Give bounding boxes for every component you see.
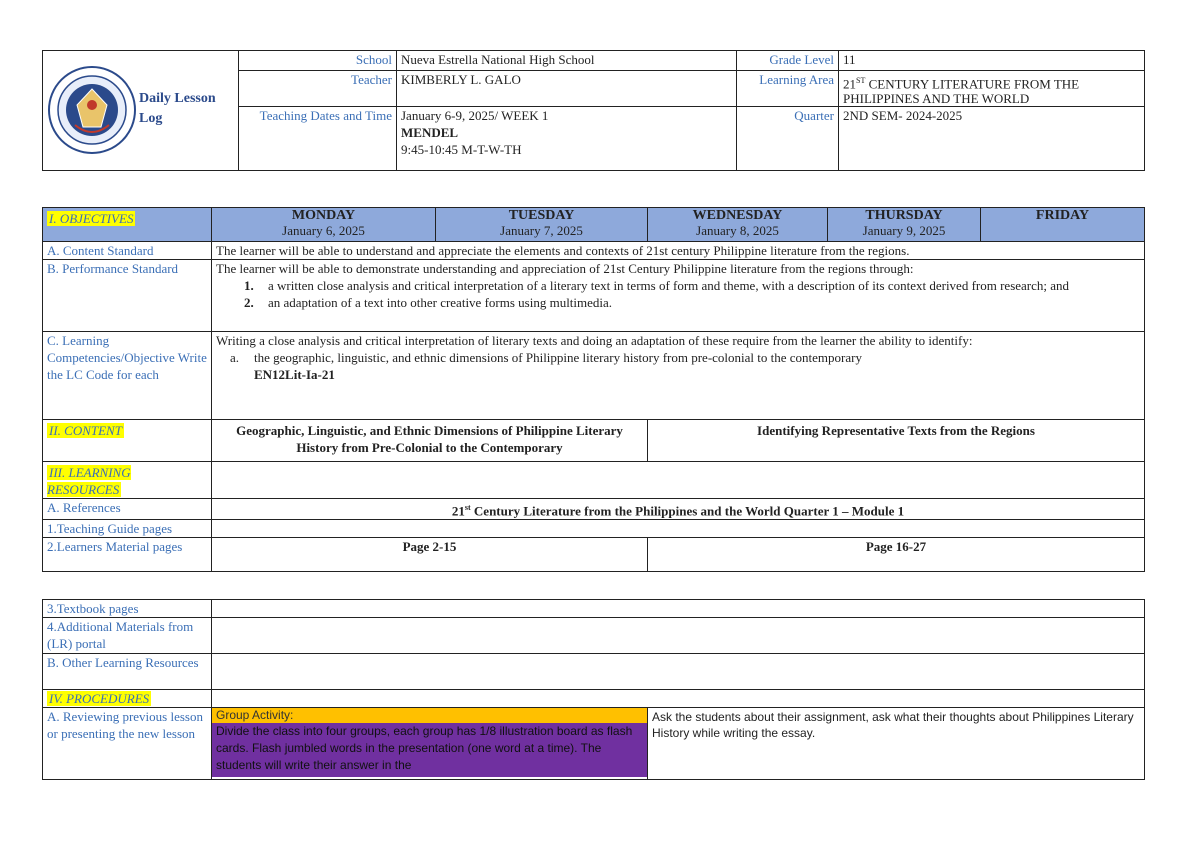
group-activity-title: Group Activity: [212, 708, 647, 723]
area-label: Learning Area [737, 71, 839, 107]
performance-item-2: 2. an adaptation of a text into other creative forms using multimedia. [244, 295, 613, 310]
procedures-cell [212, 690, 1145, 708]
logo-cell [43, 51, 239, 171]
learners-material-label: 2.Learners Material pages [43, 538, 212, 572]
group-activity-body: Divide the class into four groups, each group has 1/8 illustration board as flash cards. Flash jumbled words in the presentation (one word at a time). The students will write their answer in the [212, 723, 647, 777]
teacher-label: Teacher [239, 71, 397, 107]
area-sup: ST [856, 76, 866, 85]
lesson-table [42, 207, 1145, 572]
day-thursday: THURSDAY January 9, 2025 [828, 208, 981, 242]
quarter-label: Quarter [737, 107, 839, 171]
content-mon-tue: Geographic, Linguistic, and Ethnic Dimensions of Philippine Literary History from Pre-Colonial to the Contemporary [212, 420, 648, 462]
deped-seal-icon [47, 65, 137, 155]
area-pre: 21 [843, 76, 856, 92]
grade-value: 11 [839, 51, 1145, 71]
header-table [42, 50, 1145, 171]
references-label: A. References [43, 499, 212, 520]
performance-standard-intro: The learner will be able to demonstrate understanding and appreciation of 21st Century Philippine literature from the regions through: [216, 261, 914, 276]
review-mon-tue [212, 708, 648, 780]
dates-text: January 6-9, 2025/ WEEK 1 [401, 108, 549, 124]
school-value: Nueva Estrella National High School [397, 51, 737, 71]
learning-competencies-label: C. Learning Competencies/Objective Write the LC Code for each [43, 332, 212, 420]
lc-item-a: a. the geographic, linguistic, and ethnic dimensions of Philippine literary history from pre-colonial to the contemporary [230, 350, 862, 365]
lesson-table-continued [42, 599, 1145, 780]
section-text: MENDEL [401, 125, 459, 141]
performance-standard-label: B. Performance Standard [43, 260, 212, 332]
day-friday: FRIDAY [981, 208, 1145, 242]
performance-item-1: 1. a written close analysis and critical interpretation of a literary text in terms of form and theme, with a description of its context derived from research; and [244, 278, 1070, 293]
content-wed-thu: Identifying Representative Texts from the Regions [648, 420, 1145, 462]
dates-label: Teaching Dates and Time [239, 107, 397, 171]
learning-resources-label: III. LEARNING RESOURCES [43, 462, 212, 499]
school-label: School [239, 51, 397, 71]
learners-material-mon-tue: Page 2-15 [212, 538, 648, 572]
additional-materials-cell [212, 618, 1145, 654]
content-label: II. CONTENT [43, 420, 212, 462]
quarter-value: 2ND SEM- 2024-2025 [839, 107, 1145, 171]
learning-resources-cell [212, 462, 1145, 499]
lc-intro: Writing a close analysis and critical interpretation of literary texts and doing an adaptation of these require from the learner the ability to identify: [216, 333, 973, 348]
content-standard-text: The learner will be able to understand and appreciate the elements and contexts of 21st century Philippine literature from the regions. [212, 242, 1145, 260]
objectives-header: I. OBJECTIVES [43, 208, 212, 242]
lc-code: EN12Lit-Ia-21 [254, 367, 335, 382]
procedures-label: IV. PROCEDURES [43, 690, 212, 708]
textbook-cell [212, 600, 1145, 618]
day-monday: MONDAY January 6, 2025 [212, 208, 436, 242]
references-text: 21st Century Literature from the Philippines and the World Quarter 1 – Module 1 [212, 499, 1145, 520]
other-resources-cell [212, 654, 1145, 690]
dates-value [397, 107, 737, 171]
time-text: 9:45-10:45 M-T-W-TH [401, 142, 522, 158]
page-title: Daily Lesson Log [139, 91, 216, 126]
textbook-label: 3.Textbook pages [43, 600, 212, 618]
teaching-guide-cell [212, 520, 1145, 538]
learning-competencies-text [212, 332, 1145, 420]
additional-materials-label: 4.Additional Materials from (LR) portal [43, 618, 212, 654]
other-resources-label: B. Other Learning Resources [43, 654, 212, 690]
content-standard-label: A. Content Standard [43, 242, 212, 260]
teaching-guide-label: 1.Teaching Guide pages [43, 520, 212, 538]
area-value [839, 71, 1145, 107]
day-tuesday: TUESDAY January 7, 2025 [436, 208, 648, 242]
learners-material-wed-thu: Page 16-27 [648, 538, 1145, 572]
review-label: A. Reviewing previous lesson or presenting the new lesson [43, 708, 212, 780]
area-rest: CENTURY LITERATURE FROM THE PHILIPPINES AND THE WORLD [843, 76, 1080, 107]
days-header-row [43, 208, 1145, 242]
teacher-value: KIMBERLY L. GALO [397, 71, 737, 107]
review-wed-thu: Ask the students about their assignment, ask what their thoughts about Philippines Literary History while writing the essay. [648, 708, 1145, 780]
grade-label: Grade Level [737, 51, 839, 71]
performance-standard-text [212, 260, 1145, 332]
day-wednesday: WEDNESDAY January 8, 2025 [648, 208, 828, 242]
